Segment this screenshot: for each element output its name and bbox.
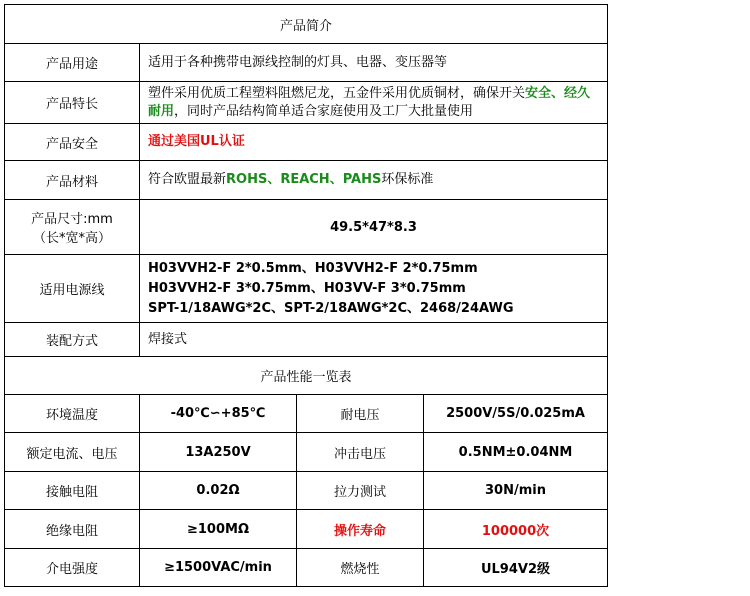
perf-value-left: 0.02Ω: [140, 472, 297, 510]
perf-value-left: ≥1500VAC/min: [140, 549, 297, 587]
intro-title-row: [5, 5, 608, 44]
size-label: [5, 200, 140, 255]
material-label: 产品材料: [5, 161, 140, 200]
perf-row: [5, 472, 608, 510]
assembly-value: 焊接式: [140, 323, 608, 357]
usage-value: 适用于各种携带电源线控制的灯具、电器、变压器等: [140, 44, 608, 82]
perf-value-left: -40℃∽+85℃: [140, 395, 297, 433]
material-prefix: 符合欧盟最新: [148, 172, 227, 187]
features-text-part1: 塑件采用优质工程塑料阻燃尼龙，五金件采用优质铜材，确保开关: [148, 85, 526, 101]
perf-row: [5, 395, 608, 433]
performance-title-row: [5, 357, 608, 395]
features-highlight: 安全、经久耐用: [148, 85, 591, 119]
material-suffix: 环保标准: [381, 172, 434, 187]
cord-label: 适用电源线: [5, 255, 140, 323]
safety-label: 产品安全: [5, 124, 140, 161]
perf-value-right: 2500V/5S/0.025mA: [424, 395, 608, 433]
perf-row: [5, 433, 608, 472]
perf-label-right: 冲击电压: [297, 433, 424, 472]
features-value: [140, 82, 608, 124]
perf-value-right: 100000次: [424, 510, 608, 549]
cord-line2: H03VVH2-F 3*0.75mm、H03VV-F 3*0.75mm: [148, 280, 466, 296]
perf-label-left: 介电强度: [5, 549, 140, 587]
assembly-label: 装配方式: [5, 323, 140, 357]
perf-label-left: 环境温度: [5, 395, 140, 433]
cord-line1: H03VVH2-F 2*0.5mm、H03VVH2-F 2*0.75mm: [148, 260, 478, 276]
assembly-row: [5, 323, 608, 357]
cord-line3: SPT-1/18AWG*2C、SPT-2/18AWG*2C、2468/24AWG: [148, 300, 514, 316]
features-text-part2: ，同时产品结构简单适合家庭使用及工厂大批量使用: [174, 103, 474, 119]
usage-row: [5, 44, 608, 82]
performance-title: 产品性能一览表: [5, 357, 608, 395]
features-row: [5, 82, 608, 124]
perf-value-right: 0.5NM±0.04NM: [424, 433, 608, 472]
perf-label-left: 绝缘电阻: [5, 510, 140, 549]
size-label-line2: （长*宽*高）: [32, 231, 111, 246]
cord-value: [140, 255, 608, 323]
material-standards: ROHS、REACH、PAHS: [226, 172, 382, 187]
perf-label-left: 额定电流、电压: [5, 433, 140, 472]
perf-label-right: 耐电压: [297, 395, 424, 433]
perf-label-right: 拉力测试: [297, 472, 424, 510]
intro-title: 产品简介: [5, 5, 608, 44]
cord-row: [5, 255, 608, 323]
size-label-line1: 产品尺寸:mm: [31, 212, 113, 227]
perf-value-left: 13A250V: [140, 433, 297, 472]
perf-label-right: 操作寿命: [297, 510, 424, 549]
size-row: [5, 200, 608, 255]
product-spec-table: [4, 4, 608, 587]
perf-label-left: 接触电阻: [5, 472, 140, 510]
perf-value-right: 30N/min: [424, 472, 608, 510]
size-value: 49.5*47*8.3: [140, 200, 608, 255]
usage-label: 产品用途: [5, 44, 140, 82]
perf-value-right: UL94V2级: [424, 549, 608, 587]
material-row: [5, 161, 608, 200]
material-value: [140, 161, 608, 200]
perf-label-right: 燃烧性: [297, 549, 424, 587]
perf-row: [5, 510, 608, 549]
perf-value-left: ≥100MΩ: [140, 510, 297, 549]
safety-row: [5, 124, 608, 161]
perf-row: [5, 549, 608, 587]
safety-value: 通过美国UL认证: [140, 124, 608, 161]
features-label: 产品特长: [5, 82, 140, 124]
